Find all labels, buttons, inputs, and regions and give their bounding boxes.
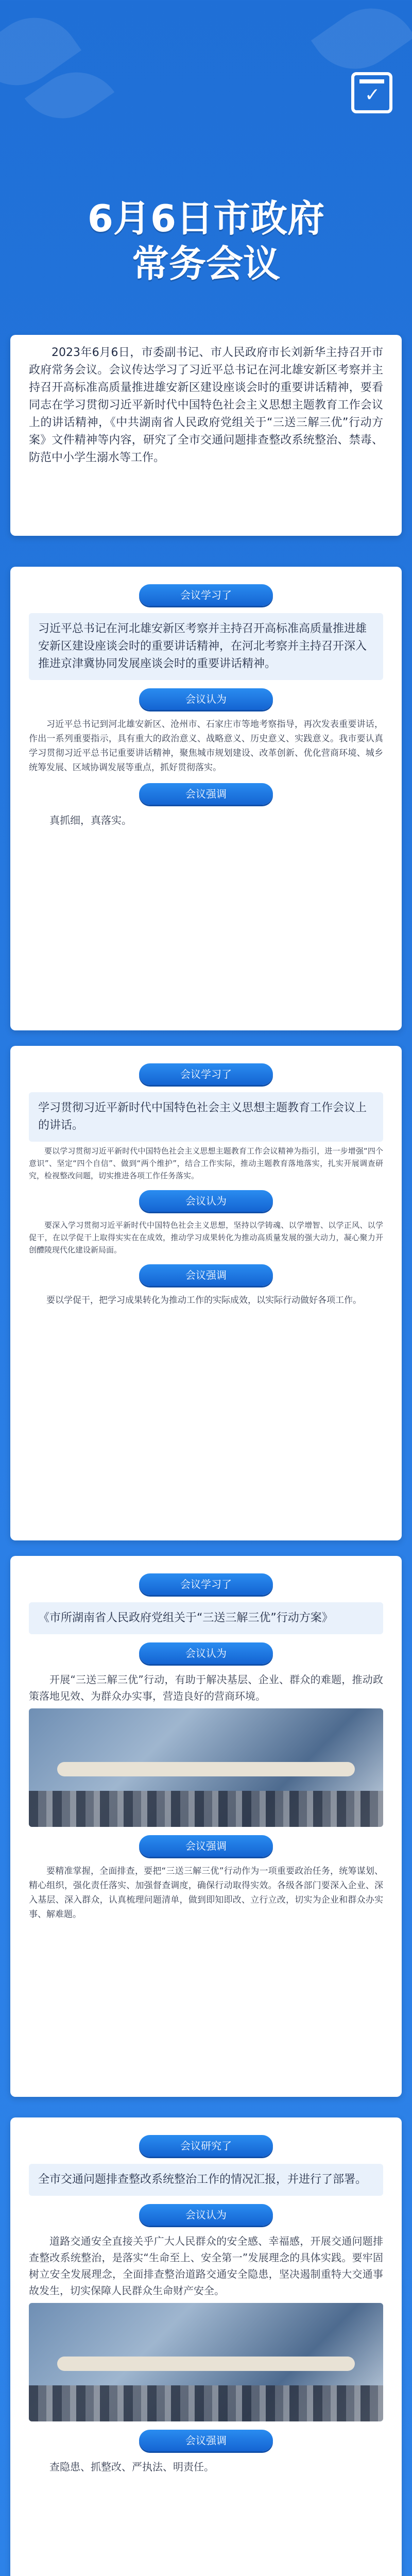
section-paragraph: 道路交通安全直接关乎广大人民群众的安全感、幸福感，开展交通问题排查整改系统整治，是落实“生命至上、安全第一”发展理念的具体实践。要牢固树立安全发展理念，全面排查整治道路交通安全隐患，坚决遏制重特大交通事故发生，切实保障人民群众生命财产安全。 [29,2235,383,2297]
section-decide-tag: 会议强调 [139,2430,273,2451]
photo-table [57,2357,355,2371]
meeting-photo [29,2303,383,2421]
section-paragraph: 要以学习贯彻习近平新时代中国特色社会主义思想主题教育工作会议精神为指引，进一步增强“四个意识”、坚定“四个自信”、做到“两个维护”，结合工作实际，推动主题教育落地落实，扎实开展调查研究，检视整改问题，切实推进各项工作任务落实。 [29,1146,383,1180]
title-line-1: 6月6日市政府 [87,197,325,240]
section-subtag: 会议认为 [139,1190,273,1212]
section-quote: 《市所湖南省人民政府党组关于“三送三解三优”行动方案》 [29,1602,383,1634]
page-title [0,196,412,286]
title-line-2: 常务会议 [131,242,280,285]
section-tag: 会议学习了 [139,1573,273,1595]
section-quote: 习近平总书记在河北雄安新区考察并主持召开高标准高质量推进雄安新区建设座谈会时的重要讲话精神，在河北考察并主持召开深入推进京津冀协同发展座谈会时的重要讲话精神。 [29,613,383,680]
section-paragraph: 要深入学习贯彻习近平新时代中国特色社会主义思想，坚持以学铸魂、以学增智、以学正风、以学促干，在以学促干上取得实实在在成效，推动学习成果转化为推动高质量发展的强大动力，凝心聚力开创醴陵现代化建设新局面。 [29,1221,383,1255]
section-decide: 查隐患、抓整改、严执法、明责任。 [49,2461,214,2473]
section-quote: 全市交通问题排查整改系统整治工作的情况汇报，并进行了部署。 [29,2164,383,2196]
section-card [10,567,402,1030]
section-paragraph: 习近平总书记到河北雄安新区、沧州市、石家庄市等地考察指导，再次发表重要讲话，作出一系列重要指示，具有重大的政治意义、战略意义、历史意义、实践意义。我市要认真学习贯彻习近平总书记重要讲话精神，聚焦城市规划建设、改革创新、优化营商环境、城乡统筹发展、区域协调发展等重点，抓好贯彻落实。 [29,719,383,773]
section-tag: 会议学习了 [139,1063,273,1085]
section-decide: 真抓细，真落实。 [49,814,132,826]
section-card [10,1556,402,2097]
section-paragraph: 开展“三送三解三优”行动，有助于解决基层、企业、群众的难题，推动政策落地见效、为群众办实事，营造良好的营商环境。 [29,1673,383,1702]
section-decide-tag: 会议强调 [139,783,273,805]
hero-banner [0,0,412,285]
calendar-icon [351,72,392,113]
photo-attendees [29,1791,383,1827]
section-tag: 会议研究了 [139,2135,273,2157]
section-subtag: 会议认为 [139,2204,273,2226]
section-quote: 学习贯彻习近平新时代中国特色社会主义思想主题教育工作会议上的讲话。 [29,1092,383,1142]
photo-attendees [29,2385,383,2421]
section-decide: 要以学促干，把学习成果转化为推动工作的实际成效，以实际行动做好各项工作。 [46,1295,362,1306]
intro-card [10,335,402,536]
section-decide-tag: 会议强调 [139,1264,273,1286]
intro-text: 2023年6月6日，市委副书记、市人民政府市长刘新华主持召开市政府常务会议。会议传达学习了习近平总书记在河北雄安新区考察并主持召开高标准高质量推进雄安新区建设座谈会时的重要讲话精神，要看同志在学习贯彻习近平新时代中国特色社会主义思想主题教育工作会议上的讲话精神，《中共湖南省人民政府党组关于“三送三解三优”行动方案》文件精神等内容，研究了全市交通问题排查整改系统整治、禁毒、防范中小学生溺水等工作。 [29,346,383,464]
section-subtag: 会议认为 [139,1642,273,1664]
section-card [10,2117,402,2576]
section-tag: 会议学习了 [139,584,273,606]
section-subtag: 会议认为 [139,688,273,710]
section-decide-tag: 会议强调 [139,1835,273,1857]
photo-table [57,1762,355,1776]
section-card [10,1046,402,1540]
section-paragraph: 要精准掌握，全面排查，要把“三送三解三优”行动作为一项重要政治任务，统筹谋划、精心组织，强化责任落实、加强督查调度，确保行动取得实效。各级各部门要深入企业、深入基层、深入群众，认真梳理问题清单，做到即知即改、立行立改，切实为企业和群众办实事、解难题。 [29,1866,383,1920]
meeting-photo [29,1708,383,1827]
